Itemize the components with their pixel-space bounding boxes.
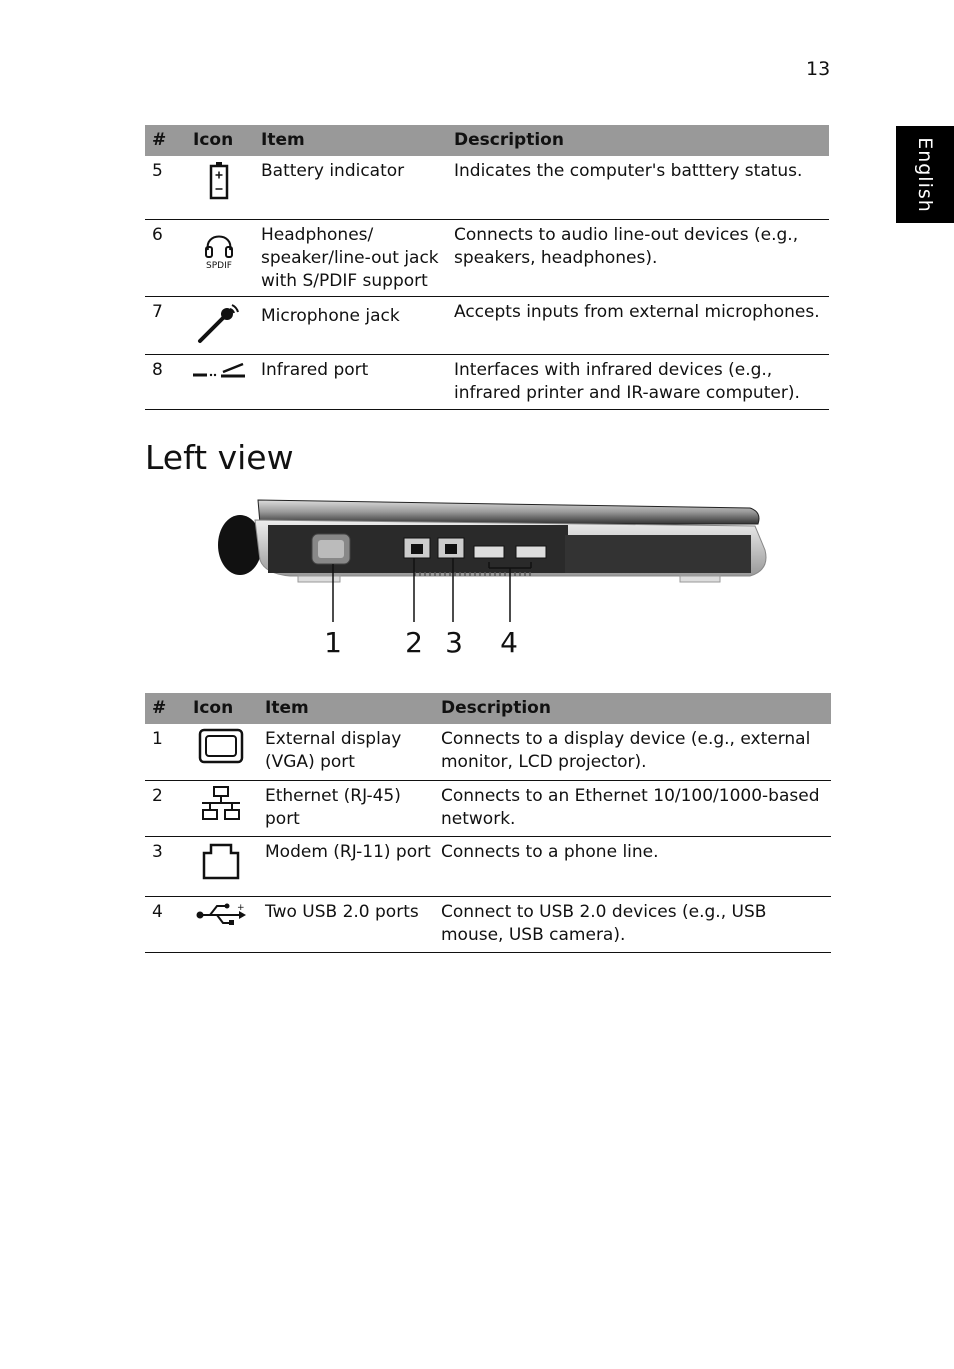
- header-item: Item: [257, 693, 433, 724]
- callout-3: 3: [445, 626, 463, 659]
- header-number: #: [145, 125, 185, 156]
- item-name: Microphone jack: [253, 296, 446, 354]
- header-description: Description: [433, 693, 831, 724]
- modem-icon: [185, 836, 257, 896]
- row-number: 1: [145, 724, 185, 780]
- item-description: Connects to a phone line.: [433, 836, 831, 896]
- header-item: Item: [253, 125, 446, 156]
- table-header-row: [145, 125, 829, 156]
- item-name: Ethernet (RJ-45) port: [257, 780, 433, 836]
- language-tab-label: English: [914, 136, 936, 213]
- row-number: 2: [145, 780, 185, 836]
- table-row: [145, 896, 831, 952]
- table-row: [145, 780, 831, 836]
- usb-icon: [185, 896, 257, 952]
- item-name: Infrared port: [253, 354, 446, 409]
- callout-1: 1: [324, 626, 342, 659]
- item-name: External display (VGA) port: [257, 724, 433, 780]
- ethernet-icon: [185, 780, 257, 836]
- table-row: [145, 219, 829, 296]
- battery-icon: [185, 156, 253, 219]
- top-ports-table: [145, 125, 829, 410]
- vga-port-icon: [185, 724, 257, 780]
- left-view-ports-table: [145, 693, 831, 953]
- headphones-icon: [185, 219, 253, 296]
- laptop-left-view-illustration: [210, 490, 780, 660]
- item-description: Accepts inputs from external microphones.: [446, 296, 829, 354]
- row-number: 5: [145, 156, 185, 219]
- table-row: [145, 724, 831, 780]
- page-number: 13: [806, 58, 831, 80]
- item-name: Battery indicator: [253, 156, 446, 219]
- header-number: #: [145, 693, 185, 724]
- callout-4: 4: [500, 626, 518, 659]
- item-description: Connects to a display device (e.g., external monitor, LCD projector).: [433, 724, 831, 780]
- infrared-icon: [185, 354, 253, 409]
- svg-text:+: +: [237, 902, 245, 913]
- header-description: Description: [446, 125, 829, 156]
- row-number: 8: [145, 354, 185, 409]
- header-icon: Icon: [185, 693, 257, 724]
- item-description: Connects to an Ethernet 10/100/1000-based network.: [433, 780, 831, 836]
- section-title: Left view: [145, 438, 294, 477]
- item-name: Two USB 2.0 ports: [257, 896, 433, 952]
- item-description: Indicates the computer's batttery status.: [446, 156, 829, 219]
- header-icon: Icon: [185, 125, 253, 156]
- microphone-icon: [185, 296, 253, 354]
- row-number: 3: [145, 836, 185, 896]
- table-row: [145, 836, 831, 896]
- row-number: 7: [145, 296, 185, 354]
- item-name: Headphones/ speaker/line-out jack with S/PDIF support: [253, 219, 446, 296]
- spdif-label: SPDIF: [206, 260, 232, 270]
- item-description: Interfaces with infrared devices (e.g., infrared printer and IR-aware computer).: [446, 354, 829, 409]
- table-row: [145, 296, 829, 354]
- item-name: Modem (RJ-11) port: [257, 836, 433, 896]
- table-row: [145, 354, 829, 409]
- table-header-row: [145, 693, 831, 724]
- language-tab: [896, 126, 954, 223]
- item-description: Connects to audio line-out devices (e.g., speakers, headphones).: [446, 219, 829, 296]
- table-row: [145, 156, 829, 219]
- callout-2: 2: [405, 626, 423, 659]
- row-number: 6: [145, 219, 185, 296]
- item-description: Connect to USB 2.0 devices (e.g., USB mouse, USB camera).: [433, 896, 831, 952]
- row-number: 4: [145, 896, 185, 952]
